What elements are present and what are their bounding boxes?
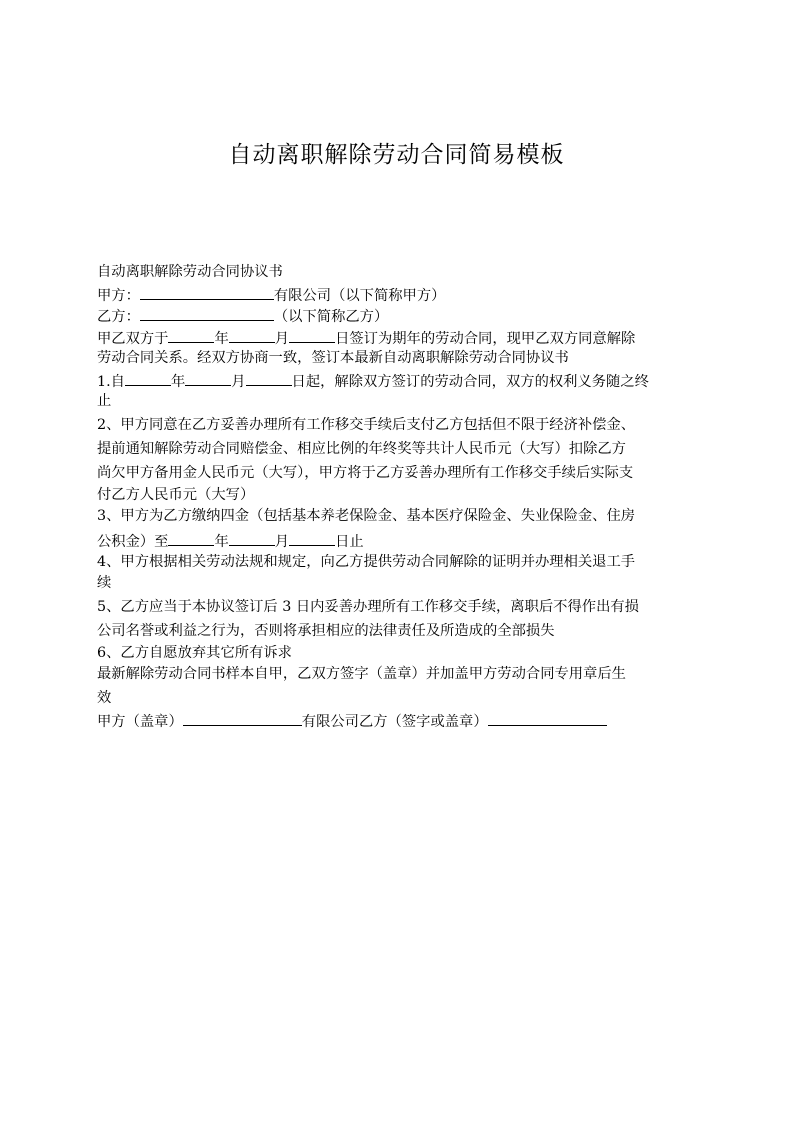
document-title: 自动离职解除劳动合同简易模板 (228, 142, 565, 168)
text: 付乙方人民币元（大写） (97, 486, 255, 503)
party-a-name-blank (140, 284, 274, 300)
text: 月 (231, 373, 246, 390)
text: 劳动合同关系。经双方协商一致，签订本最新自动离职解除劳动合同协议书 (97, 350, 569, 366)
day-blank (246, 370, 292, 386)
text: 有限公司（以下简称甲方） (273, 287, 446, 304)
contract-date-line (97, 327, 707, 349)
party-b-signature-blank (488, 710, 607, 726)
month-blank (185, 370, 231, 386)
text: 日签订为期年的劳动合同，现甲乙双方同意解除 (335, 330, 636, 347)
text: 甲方（盖章） (97, 713, 183, 730)
text: 效 (97, 690, 112, 706)
clause-3-line (97, 506, 707, 530)
text: 4、甲方根据相关劳动法规和规定，向乙方提供劳动合同解除的证明并办理相关退工手 (97, 553, 636, 570)
text: 提前通知解除劳动合同赔偿金、相应比例的年终奖等共计人民币元（大写）扣除乙方 (97, 441, 626, 457)
clause-5-line (97, 597, 707, 621)
text: 年 (170, 373, 186, 390)
text: 公司名誉或利益之行为，否则将承担相应的法律责任及所造成的全部损失 (97, 623, 555, 639)
text: 有限公司乙方（签字或盖章） (301, 713, 488, 730)
effect-line (97, 664, 707, 688)
year-blank (125, 370, 171, 386)
text: 自动离职解除劳动合同协议书 (97, 264, 283, 280)
text: 续 (97, 575, 112, 591)
clause-2-line (97, 485, 707, 507)
clause-6-line (97, 643, 707, 665)
month-blank (229, 530, 275, 546)
paragraph-line (97, 348, 707, 370)
text: 尚欠甲方备用金人民币元（大写），甲方将于乙方妥善办理所有工作移交手续后实际支 (97, 465, 634, 481)
text: 5、乙方应当于本协议签订后 3 日内妥善办理所有工作移交手续，离职后不得作出有损 (97, 599, 639, 615)
party-a-seal-blank (183, 710, 302, 726)
clause-2-line (97, 463, 707, 485)
month-blank (229, 327, 275, 343)
text: （以下简称乙方） (273, 309, 389, 325)
clause-4-continued (97, 573, 707, 597)
text: 乙方： (97, 309, 140, 325)
party-b-name-blank (140, 305, 274, 321)
text: 月 (274, 330, 290, 347)
effect-continued (97, 688, 707, 710)
text: 日止 (335, 534, 364, 550)
text: 1.自 (97, 373, 125, 390)
document-body (97, 262, 707, 731)
clause-1-line (97, 370, 707, 392)
day-blank (289, 327, 335, 343)
clause-1-continued (97, 391, 707, 415)
text: 年 (214, 534, 229, 550)
text: 最新解除劳动合同书样本自甲，乙双方签字（盖章）并加盖甲方劳动合同专用章后生 (97, 666, 626, 682)
clause-4-line (97, 552, 707, 574)
agreement-heading (97, 262, 707, 284)
year-blank (168, 327, 214, 343)
text: 3、甲方为乙方缴纳四金（包括基本养老保险金、基本医疗保险金、失业保险金、住房 (97, 508, 636, 524)
signature-line (97, 710, 707, 732)
text: 止 (97, 393, 112, 409)
text: 6、乙方自愿放弃其它所有诉求 (97, 644, 292, 661)
party-a-line (97, 284, 707, 306)
day-blank (289, 530, 335, 546)
clause-5-line (97, 621, 707, 643)
text: 公积金）至 (97, 534, 169, 550)
clause-3-date-line (97, 530, 707, 552)
text: 2、甲方同意在乙方妥善办理所有工作移交手续后支付乙方包括但不限于经济补偿金、 (97, 417, 636, 433)
text: 日起，解除双方签订的劳动合同，双方的权利义务随之终 (291, 373, 649, 390)
clause-2-line (97, 439, 707, 463)
year-blank (168, 530, 214, 546)
text: 月 (274, 534, 290, 550)
text: 甲方： (97, 287, 140, 304)
party-b-line (97, 305, 707, 327)
text: 甲乙双方于 (97, 330, 169, 347)
text: 年 (214, 330, 229, 347)
clause-2-line (97, 415, 707, 439)
